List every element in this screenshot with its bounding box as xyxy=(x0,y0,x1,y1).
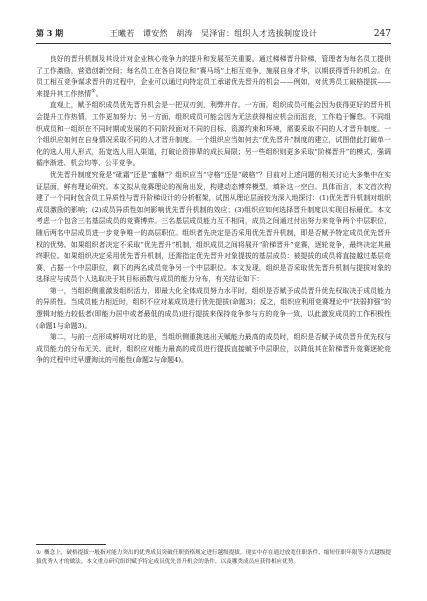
footnote xyxy=(36,549,391,567)
paragraph-2: 直观上，赋予组织成员优先晋升机会是一把双刃剑，利弊并存。一方面，组织成员可能会因为获得更好的晋升机会提升工作热情，工作更加努力；另一方面，组织成员可能会因为无法获得相应机会而沮丧，工作趋于懈怠。不同组织成员和一组织在不同时期或发展的不同阶段面对不同的目标、资源约束和环境，需要采取不同的人才晋升制度。一个组织应如何在自身情况采取不同的人才晋升制度。一个组织应当如何去“优先晋升”制度的建立，试图借此打破单一化的选人用人形式，拓宽选人用人渠道，打破论资排辈的成长局限；另一些组织则更多采取“阶梯晋升”的模式，强调循序渐进、机会均等、公平竞争。 xyxy=(36,101,391,168)
running-title: 王曦若 谭安然 胡涛 吴泽宙：组织人才选拔制度设计 xyxy=(109,29,318,38)
page-number: 247 xyxy=(373,29,391,39)
footnote-mark: ① xyxy=(36,550,42,556)
paragraph-4: 第一，当组织侧重激发组织活力，即最大化全体成员努力水平时，组织是否赋予成员晋升优先权取决于成员能力的异质性。当成员能力相近时，组织不应对某成员进行优先提拔(命题3)；反之，组织应利用竞赛理论中“扶弱抑强”的逻辑对能力较低者(即能力居中或者最低的成员)进行提拔来保持竞争参与方的竞争一致，以此激发成员的工作积极性(命题1与命题3)。 xyxy=(36,286,391,330)
running-header xyxy=(36,28,391,44)
issue-label: 第 3 期 xyxy=(36,28,64,38)
paragraph-5: 第二，与前一点形成鲜明对比的是，当组织侧重挑选出天赋能力最高的成员时，组织是否赋予成员晋升优先权与成员能力的分布无关。此时，组织应对能力最高的成员进行提拔直接赋予中层职位，以降低其在阶梯晋升竞赛逐轮竞争的过程中过早遭淘汰的可能性(命题2与命题4)。 xyxy=(36,333,391,365)
footnote-text: 概念上，破格提拔一般指对能力突出的优秀成员突破任职资格规定进行越级提拔。现实中存在通过放宽任职条件、缩短任职年限等方式越级提拔优秀人才的做法。本文重点研究组织赋予特定成员优先晋升机会的条件，以及哪类成员应获得相应优势。 xyxy=(36,550,391,565)
footnote-ref[interactable]: ① xyxy=(91,88,96,95)
footnote-divider xyxy=(36,544,106,545)
paragraph-3: 优先晋升制度究竟是“砒霜”还是“蜜糖”？组织应当“守格”还是“破格”？目前对上述问题的相关讨论大多集中在实证层面，鲜有理论研究。本文拟从竞赛理论的视角出发，构建动态博弈模型，填补这一空白。具体而言，本文首次构建了一个同时包含员工异质性与晋升阶梯设计的分析框架，试图从理论层面较为深入地探讨：(1)优先晋升机制对组织成员激励的影响；(2)成员异质性如何影响优先晋升机制的效应；(3)组织应如何选择晋升制度以实现目标最优。本文考虑一个包含三名基层成员的竞赛博弈。三名基层成员能力互不相同，成员之间通过付出努力来竞争两个中层职位，随后两名中层成员进一步竞争唯一的高层职位。组织者先决定是否采用优先晋升机制，即是否赋予特定成员优先晋升权的优势。如果组织者决定不采取“优先晋升”机制，组织成员之间将展开“阶梯晋升”竞赛，逐轮竞争，最终决定其最终职位。如果组织决定采用优先晋升机制，还需指定优先晋升对象提拔的基层成员：被提拔的成员将直接越过基层竞赛，占据一个中层职位，剩下的两名成员竞争另一个中层职位。本文发现，组织是否采取优先晋升机制与提拔对象的选择应与成员个人选取决于其目标函数与成员的能力分布，有关结论如下： xyxy=(36,170,391,284)
article-body xyxy=(36,54,391,367)
paragraph-1: 良好的晋升机制及其设计对企业核心竞争力的提升和发展至关重要。通过梯梯晋升阶梯，管理者为每名员工提供了工作激励，营造创新空间；每名员工在各自岗位和“赛马场”上相互竞争，施展自身才华，以期获得晋升的机会。在员工相互竞争谋求晋升的过程中，企业可以通过向特定员工承诺优先晋升的机会——例如，对优秀员工破格提拔——来提升其工作热情①。 xyxy=(36,55,391,98)
